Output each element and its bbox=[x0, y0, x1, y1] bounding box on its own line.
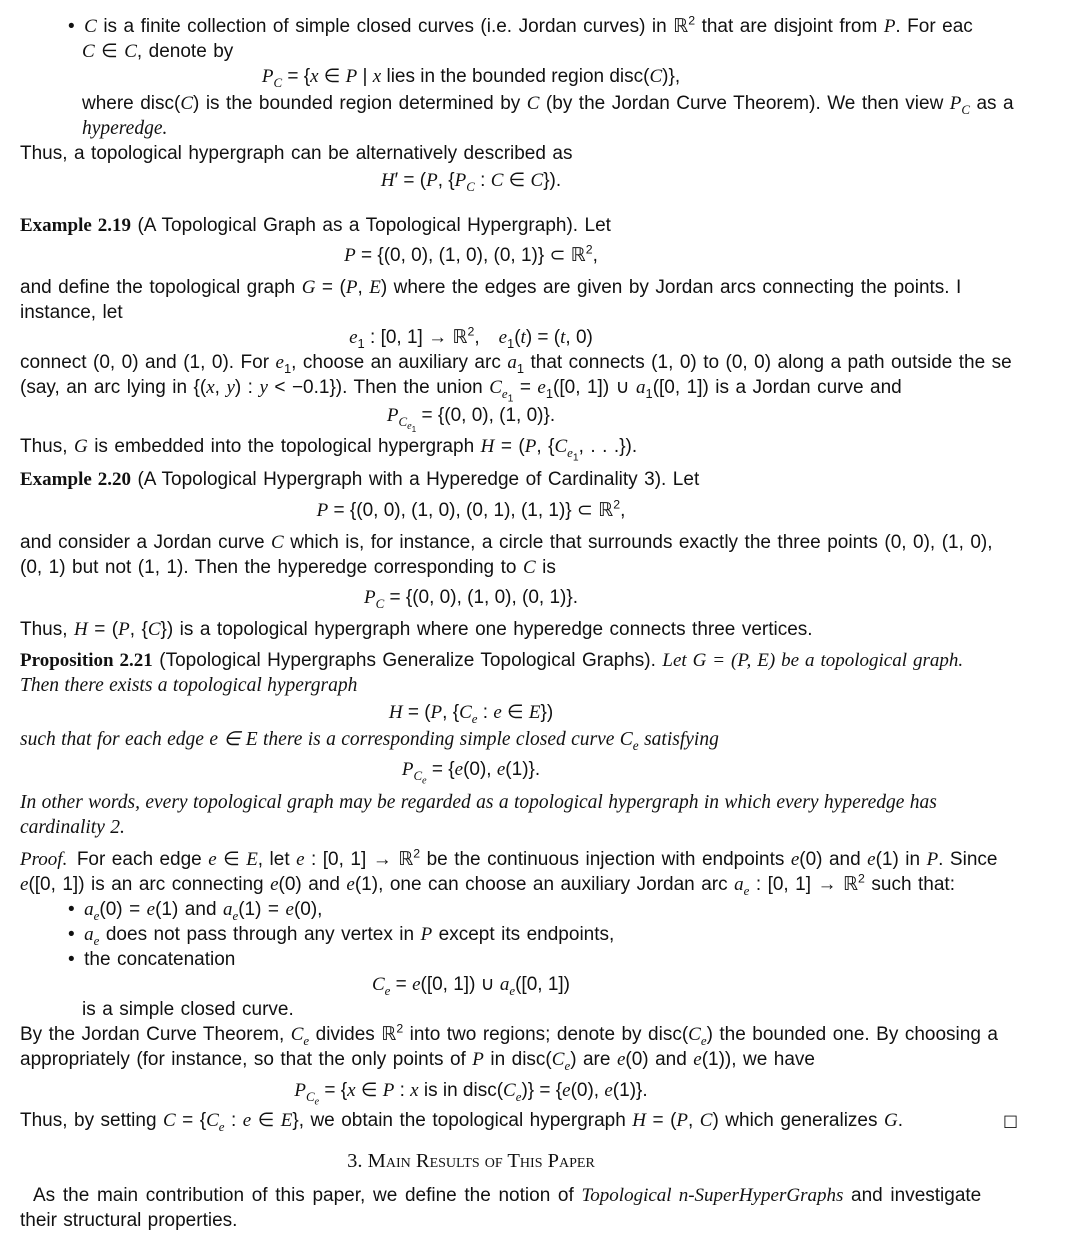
equation-line: $P_{C_e} = \{x$ ∈ P : x is in $disc(C_e)\} = \{e(0)$, e(1)}. bbox=[294, 1080, 648, 1108]
text-line: As the main contribution of this paper, we define the notion of Topological n-SuperHyperGraphs and investigate bbox=[33, 1185, 982, 1206]
text-line: • $a_e(0) = e(1)$ and $a_e(1) = e(0)$, bbox=[68, 899, 323, 923]
equation-line: $P_{C_{e_1}} = \{(0$, 0), (1, 0)}. bbox=[386, 405, 556, 435]
text-line: • the concatenation bbox=[68, 949, 236, 970]
text-line: hyperedge. bbox=[82, 118, 168, 139]
text-line: Proof. For each edge e ∈ E, let e : [0, 1] → ℝ$^2$ be the continuous injection with endpoints e(0) and e(1) in P. Since bbox=[20, 846, 998, 870]
equation-line: P = {(0, 0), (1, 0), (0, 1)} ⊂ ℝ$^2$, bbox=[344, 242, 598, 266]
equation-line: P = {(0, 0), (1, 0), (0, 1), (1, 1)} ⊂ ℝ$^2$, bbox=[316, 497, 626, 521]
equation-line: $P_C = \{(0$, 0), (1, 0), (0, 1)}. bbox=[364, 587, 578, 611]
text-line: Then there exists a topological hypergraph bbox=[20, 675, 358, 696]
text-line: e([0, 1]) is an arc connecting e(0) and e(1), one can choose an auxiliary Jordan arc $a_e$ : [0, 1] → ℝ$^2$ such that: bbox=[20, 871, 955, 898]
text-line: Example 2.20 (A Topological Hypergraph with a Hyperedge of Cardinality 3). Let bbox=[20, 469, 700, 490]
text-line: • C is a finite collection of simple closed curves (i.e. Jordan curves) in ℝ$^2$ that are disjoint from P. For eac bbox=[68, 13, 973, 37]
qed-symbol: □ bbox=[1003, 1111, 1019, 1130]
equation-line: H = (P, {$C_e$ : e ∈ E}) bbox=[388, 702, 554, 726]
equation-line: $C_e = e([0$, 1]) ∪ $a_e([0$, 1]) bbox=[371, 974, 571, 998]
equation-line: $P_{C_e} = \{e(0)$, e(1)}. bbox=[401, 759, 541, 787]
text-line: and consider a Jordan curve C which is, for instance, a circle that surrounds exactly the three points (0, 0), (1, 0), bbox=[20, 532, 993, 553]
text-line: is a simple closed curve. bbox=[82, 999, 294, 1020]
equation-line: $e_1$ : [0, 1] → ℝ$^2$, $e_1(t) = (t$, 0) bbox=[349, 324, 593, 351]
text-line: Thus, a topological hypergraph can be alternatively described as bbox=[20, 143, 573, 164]
text-line: connect (0, 0) and (1, 0). For $e_1$, choose an auxiliary arc $a_1$ that connects (1, 0) to (0, 0) along a path outside the se bbox=[20, 352, 1012, 376]
text-line: their structural properties. bbox=[20, 1210, 238, 1231]
text-line: and define the topological graph G = (P, E) where the edges are given by Jordan arcs connecting the points. I bbox=[20, 277, 962, 298]
text-line: (say, an arc lying in {(x, y) : y < −0.1}). Then the union $C_{e_1} = e_1([0$, 1]) ∪ $a_1([0$, 1]) is a Jordan curve and bbox=[20, 377, 902, 405]
text-line: In other words, every topological graph may be regarded as a topological hypergraph in which every hyperedge has bbox=[20, 792, 937, 813]
text-line: such that for each edge e ∈ E there is a corresponding simple closed curve $C_e$ satisfying bbox=[20, 729, 719, 753]
equation-line: H′ = (P, {$P_C$ : C ∈ C}). bbox=[380, 170, 562, 194]
text-line: By the Jordan Curve Theorem, $C_e$ divides ℝ$^2$ into two regions; denote by $disc(C_e)$ the bounded one. By choosing a bbox=[20, 1021, 998, 1048]
section-heading: 3. Main Results of This Paper bbox=[347, 1150, 595, 1172]
text-line: • $a_e$ does not pass through any vertex in P except its endpoints, bbox=[68, 924, 615, 948]
text-line: appropriately (for instance, so that the only points of P in $disc(C_e)$ are e(0) and e(1)), we have bbox=[20, 1049, 815, 1073]
text-line: (0, 1) but not (1, 1). Then the hyperedge corresponding to C is bbox=[20, 557, 556, 578]
text-line: Thus, G is embedded into the topological hypergraph H = (P, {$C_{e_1}$, . . .}). bbox=[20, 436, 638, 464]
text-line: C ∈ C, denote by bbox=[82, 41, 234, 62]
text-line: Thus, by setting $C = \{C_e$ : e ∈ E}, we obtain the topological hypergraph H = (P, C) which generalizes G. □ bbox=[20, 1110, 1019, 1134]
equation-line: $P_C = \{x$ ∈ P | x lies in the bounded region disc(C)}, bbox=[261, 66, 681, 90]
text-line: where disc(C) is the bounded region determined by C (by the Jordan Curve Theorem). We then view $P_C$ as a bbox=[82, 93, 1014, 117]
text-line: cardinality 2. bbox=[20, 817, 125, 838]
text-line: Example 2.19 (A Topological Graph as a Topological Hypergraph). Let bbox=[20, 215, 611, 236]
text-line: Proposition 2.21 (Topological Hypergraphs Generalize Topological Graphs). Let G = (P, E) be a topological graph. bbox=[20, 650, 964, 671]
text-line: Thus, H = (P, {C}) is a topological hypergraph where one hyperedge connects three vertices. bbox=[20, 619, 813, 640]
text-line: instance, let bbox=[20, 302, 123, 323]
